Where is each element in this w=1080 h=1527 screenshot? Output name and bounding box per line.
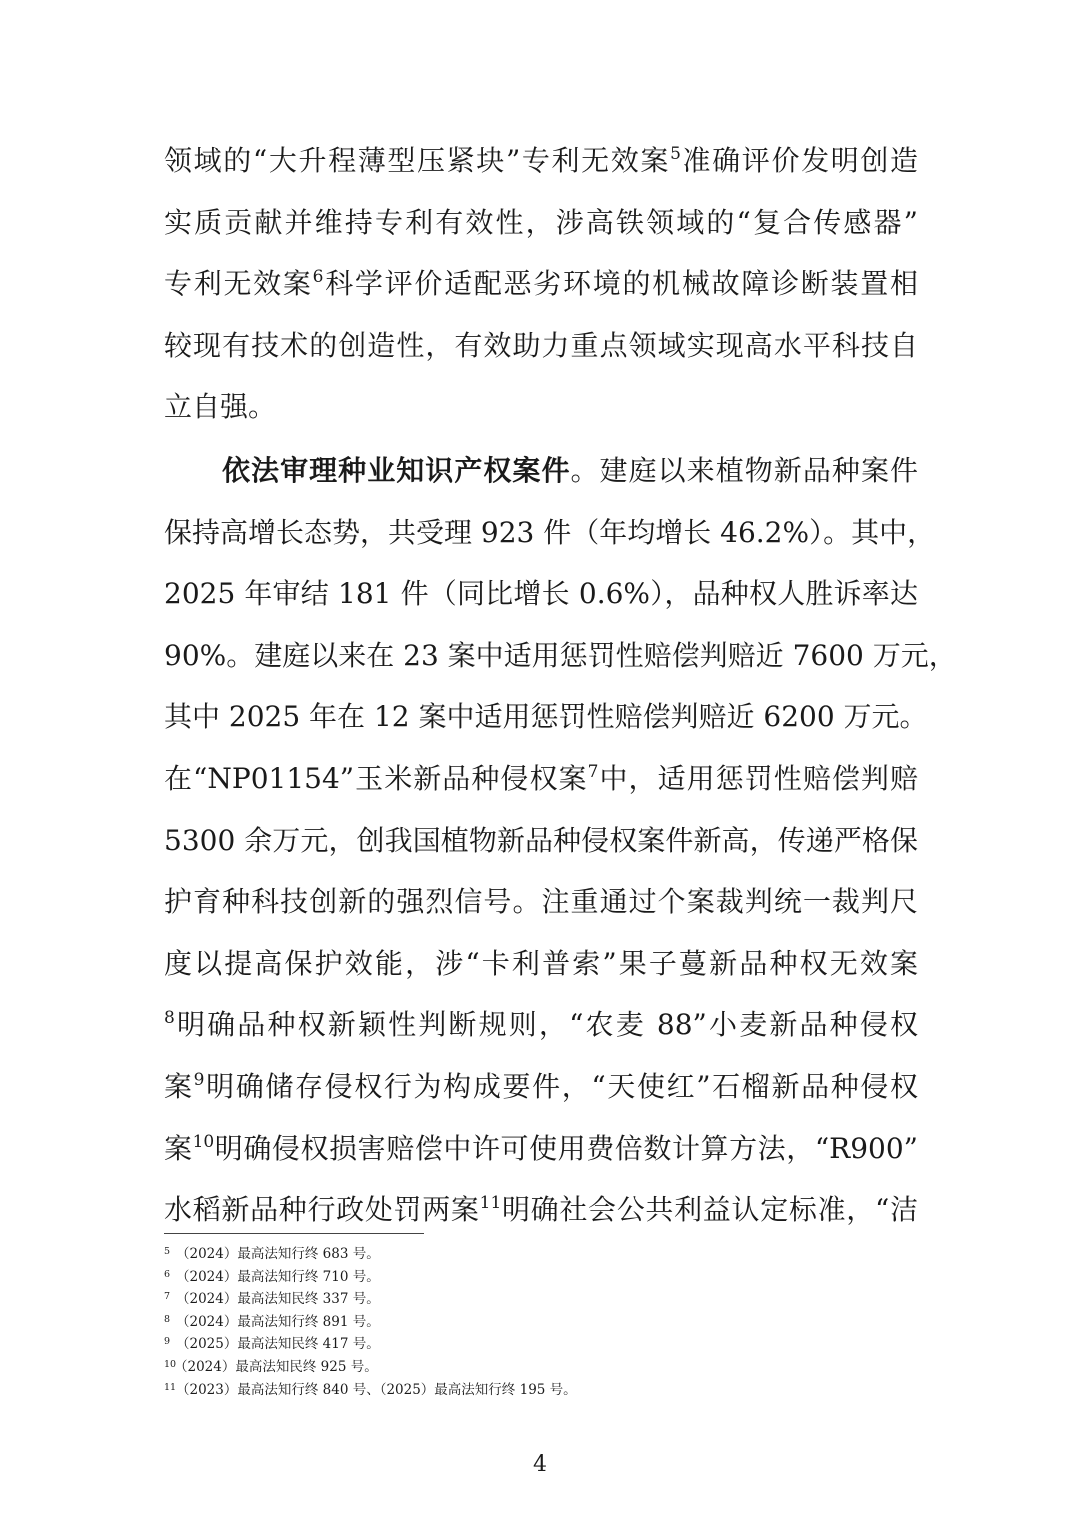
text-line: 其中 2025 年在 12 案中适用惩罚性赔偿判赔近 6200 万元。 — [164, 700, 928, 734]
text-line: 保持高增长态势，共受理 923 件（年均增长 46.2%）。其中， — [164, 515, 936, 549]
page-number: 4 — [533, 1452, 547, 1477]
body-text — [164, 130, 957, 1241]
footnote-text: （2024）最高法知民终 337 号。 — [176, 1291, 380, 1308]
section-heading: 依法审理种业知识产权案件 — [222, 453, 571, 487]
footnote-ref: 7 — [587, 761, 599, 782]
text-line: 案$^{10}$明确侵权损害赔偿中许可使用费倍数计算方法，“R900” — [164, 1131, 918, 1165]
text-line: 90%。建庭以来在 23 案中适用惩罚性赔偿判赔近 7600 万元， — [164, 638, 957, 672]
footnotes — [164, 1243, 924, 1401]
footnote: 8 （2024）最高法知行终 891 号。 — [164, 1313, 380, 1330]
footnote: 11（2023）最高法知行终 840 号、（2025）最高法知行终 195 号。 — [164, 1381, 577, 1398]
text-line: 专利无效案$^6$科学评价适配恶劣环境的机械故障诊断装置相 — [164, 267, 918, 301]
text-line: 护育种科技创新的强烈信号。注重通过个案裁判统一裁判尺 — [164, 885, 918, 919]
footnote-ref: 9 — [193, 1069, 205, 1090]
footnote: 6 （2024）最高法知行终 710 号。 — [164, 1268, 380, 1285]
text-line: 在“NP01154”玉米新品种侵权案$^7$中，适用惩罚性赔偿判赔 — [164, 761, 918, 795]
footnote-text: （2024）最高法知民终 925 号。 — [174, 1358, 378, 1375]
footnote-ref: 6 — [312, 267, 324, 288]
footnote: 9 （2025）最高法知民终 417 号。 — [164, 1336, 380, 1353]
footnote-ref: 10 — [192, 1131, 215, 1152]
text-line: 2025 年审结 181 件（同比增长 0.6%），品种权人胜诉率达 — [164, 577, 918, 611]
footnote-ref: 8 — [164, 1008, 175, 1029]
text-line: 较现有技术的创造性，有效助力重点领域实现高水平科技自 — [164, 328, 918, 362]
text-line: 立自强。 — [164, 390, 277, 424]
footnote: 10（2024）最高法知民终 925 号。 — [164, 1358, 378, 1375]
footnote-text: （2024）最高法知行终 891 号。 — [176, 1313, 380, 1330]
footnote: 7 （2024）最高法知民终 337 号。 — [164, 1291, 380, 1308]
text-line: 领域的“大升程薄型压紧块”专利无效案$^5$准确评价发明创造 — [164, 144, 918, 177]
text-line: 案$^9$明确储存侵权行为构成要件，“天使红”石榴新品种侵权 — [164, 1069, 918, 1103]
footnote: 5 （2024）最高法知行终 683 号。 — [164, 1246, 380, 1262]
footnote-ref: 11 — [479, 1193, 502, 1214]
text-line: 实质贡献并维持专利有效性，涉高铁领域的“复合传感器” — [164, 205, 918, 239]
footnote-text: （2023）最高法知行终 840 号、（2025）最高法知行终 195 号。 — [176, 1381, 577, 1398]
footnote-text: （2024）最高法知行终 683 号。 — [176, 1246, 380, 1262]
text-line: $^8$明确品种权新颖性判断规则，“农麦 88”小麦新品种侵权 — [164, 1008, 918, 1042]
text-line: 度以提高保护效能，涉“卡利普索”果子蔓新品种权无效案 — [164, 946, 918, 980]
footnote-text: （2024）最高法知行终 710 号。 — [176, 1268, 380, 1285]
text-line: 水稻新品种行政处罚两案$^{11}$明确社会公共利益认定标准，“洁 — [164, 1193, 918, 1227]
text-line: 依法审理种业知识产权案件。建庭以来植物新品种案件 — [222, 453, 918, 487]
text-line: 5300 余万元，创我国植物新品种侵权案件新高，传递严格保 — [164, 823, 918, 857]
footnote-text: （2025）最高法知民终 417 号。 — [176, 1336, 380, 1353]
footnote-divider — [164, 1233, 424, 1234]
footnote-ref: 5 — [670, 144, 681, 164]
